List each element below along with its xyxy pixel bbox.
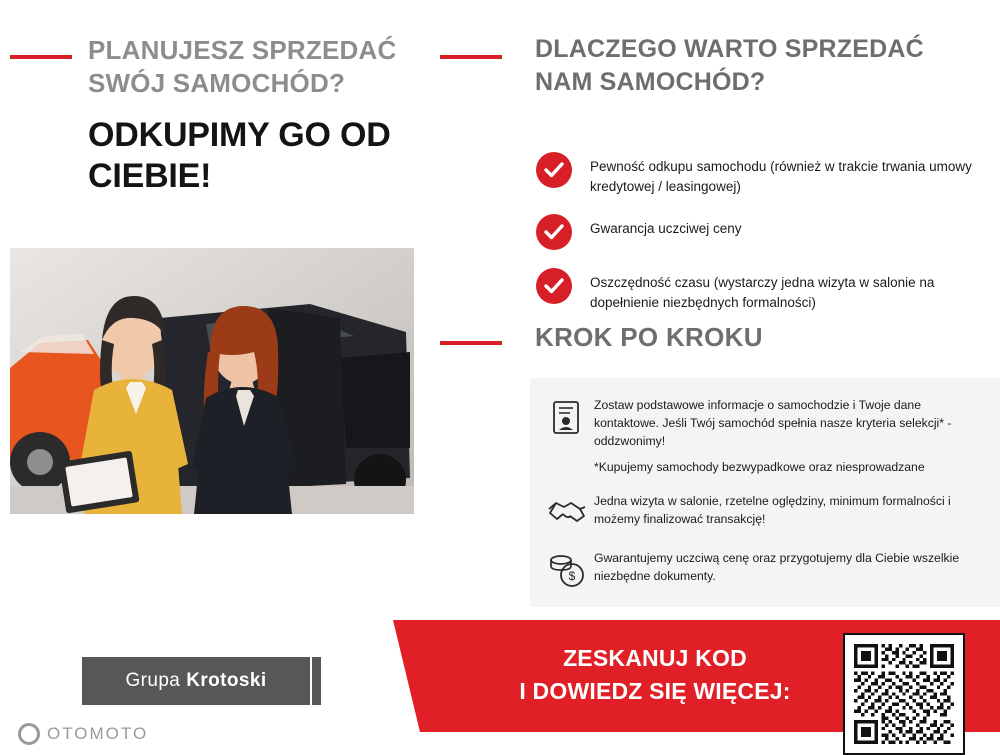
cta-text xyxy=(470,642,840,707)
cta-line-1: ZESKANUJ KOD xyxy=(563,645,747,671)
benefit-text: Gwarancja uczciwej ceny xyxy=(590,221,742,237)
otomoto-label: OTOMOTO xyxy=(47,724,149,743)
list-item xyxy=(536,152,986,196)
brand-name: Krotoski xyxy=(186,670,267,691)
list-item xyxy=(530,396,1000,450)
otomoto-watermark xyxy=(18,723,148,745)
step-text: Jedna wizyta w salonie, rzetelne oględziny, minimum formalności i możemy finalizować transakcję! xyxy=(594,494,951,527)
check-icon xyxy=(536,268,572,304)
qr-code[interactable] xyxy=(843,633,965,755)
steps-heading: KROK PO KROKU xyxy=(535,322,763,352)
list-item xyxy=(536,268,986,312)
dealership-photo xyxy=(10,248,414,514)
list-item xyxy=(530,549,1000,592)
benefits-list xyxy=(536,152,986,330)
benefits-accent-rule xyxy=(440,55,502,59)
document-user-icon xyxy=(544,396,590,441)
handshake-icon xyxy=(544,492,590,531)
headline-block xyxy=(88,34,428,197)
benefit-text: Pewność odkupu samochodu (również w trakcie trwania umowy kredytowej / leasingowej) xyxy=(590,159,972,194)
cta-line-2: I DOWIEDZ SIĘ WIĘCEJ: xyxy=(519,677,791,704)
brand-badge xyxy=(82,657,310,705)
steps-panel xyxy=(530,378,1000,607)
right-column xyxy=(430,0,1000,620)
money-icon xyxy=(544,549,590,592)
footer-red-notch xyxy=(393,620,420,732)
steps-accent-rule xyxy=(440,341,502,345)
photo-illustration xyxy=(10,248,414,514)
benefit-text: Oszczędność czasu (wystarczy jedna wizyta w salonie na dopełnienie niezbędnych formalności) xyxy=(590,275,935,310)
headline-accent-rule xyxy=(10,55,72,59)
list-item xyxy=(536,214,986,250)
otomoto-logo-icon xyxy=(18,723,40,745)
headline-grey: PLANUJESZ SPRZEDAĆ SWÓJ SAMOCHÓD? xyxy=(88,35,397,99)
step-text: Zostaw podstawowe informacje o samochodzie i Twoje dane kontaktowe. Jeśli Twój samochód spełnia nasze kryteria selekcji* - oddzwonimy! xyxy=(594,398,952,449)
left-column xyxy=(0,0,430,620)
steps-note: *Kupujemy samochody bezwypadkowe oraz niesprowadzane xyxy=(594,460,925,475)
footer xyxy=(0,620,1000,750)
check-icon xyxy=(536,152,572,188)
qr-code-icon xyxy=(854,644,954,744)
benefits-heading: DLACZEGO WARTO SPRZEDAĆ NAM SAMOCHÓD? xyxy=(535,35,924,96)
brand-prefix: Grupa xyxy=(125,670,181,691)
step-text: Gwarantujemy uczciwą cenę oraz przygotujemy dla Ciebie wszelkie niezbędne dokumenty. xyxy=(594,551,960,584)
svg-text:$: $ xyxy=(568,569,576,584)
headline-black: ODKUPIMY GO OD CIEBIE! xyxy=(88,115,391,195)
check-icon xyxy=(536,214,572,250)
list-item xyxy=(530,492,1000,531)
brand-badge-bar xyxy=(312,657,321,705)
